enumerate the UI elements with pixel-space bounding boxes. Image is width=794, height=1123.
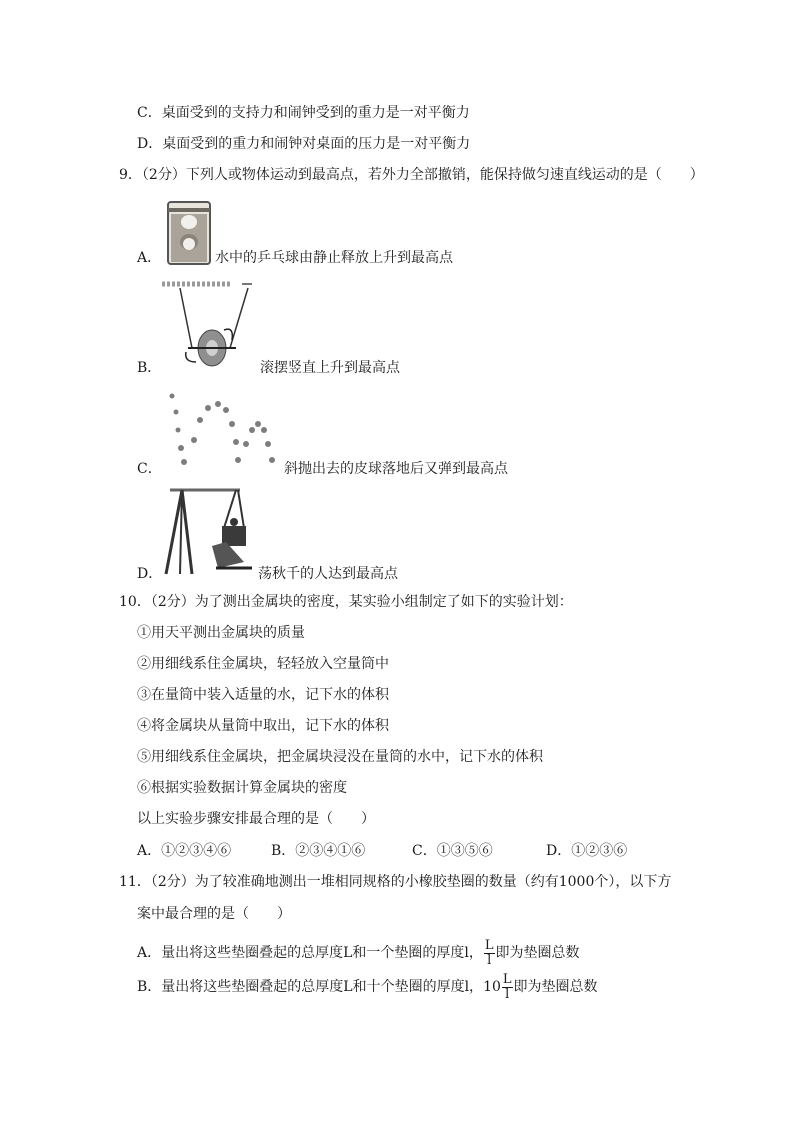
q11-stem-line2: 案中最合理的是（ ） <box>137 906 291 922</box>
q9-option-a-letter: A． <box>137 250 162 266</box>
q10-step-1: ①用天平测出金属块的质量 <box>137 625 305 641</box>
fraction-denominator: l <box>487 952 492 968</box>
q11-option-a <box>137 936 580 970</box>
q10-step-5: ⑤用细线系住金属块，把金属块浸没在量筒的水中，记下水的体积 <box>137 749 543 765</box>
q10-option-d: D．①②③⑥ <box>546 843 628 859</box>
q11-option-b-suffix: 即为垫圈总数 <box>513 979 598 995</box>
q9-option-d-letter: D． <box>137 566 163 582</box>
q10-step-4: ④将金属块从量筒中取出，记下水的体积 <box>137 718 389 734</box>
q10-step-6: ⑥根据实验数据计算金属块的密度 <box>137 780 347 796</box>
maxwell-wheel-image <box>160 278 255 373</box>
q9-option-b-text: 滚摆竖直上升到最高点 <box>260 360 400 376</box>
q11-option-b-prefix: B．量出将这些垫圈叠起的总厚度L和十个垫圈的厚度l， <box>137 979 484 995</box>
fraction-denominator: l <box>505 986 510 1002</box>
fraction-numerator: L <box>484 937 494 953</box>
q10-stem: 10．（2分）为了测出金属块的密度，某实验小组制定了如下的实验计划： <box>119 594 573 610</box>
q9-option-c-letter: C． <box>137 461 162 477</box>
q8-option-c: C．桌面受到的支持力和闹钟受到的重力是一对平衡力 <box>137 105 470 121</box>
q9-option-d-text: 荡秋千的人达到最高点 <box>258 566 398 582</box>
q11-option-a-fraction <box>484 939 495 968</box>
beaker-image <box>165 200 213 266</box>
q9-option-c-text: 斜抛出去的皮球落地后又弹到最高点 <box>284 461 508 477</box>
swing-image <box>160 484 258 580</box>
q8-option-d: D．桌面受到的重力和闹钟对桌面的压力是一对平衡力 <box>137 136 471 152</box>
q11-option-b <box>137 970 598 1004</box>
q11-option-a-suffix: 即为垫圈总数 <box>495 945 580 961</box>
q10-question: 以上实验步骤安排最合理的是（ ） <box>137 811 375 827</box>
q10-step-2: ②用细线系住金属块，轻轻放入空量筒中 <box>137 656 389 672</box>
q10-option-c: C．①③⑤⑥ <box>412 843 493 859</box>
q10-step-3: ③在量筒中装入适量的水，记下水的体积 <box>137 687 389 703</box>
q10-option-a: A．①②③④⑥ <box>137 843 232 859</box>
q11-option-a-prefix: A．量出将这些垫圈叠起的总厚度L和一个垫圈的厚度l， <box>137 945 483 961</box>
q11-stem-line1: 11．（2分）为了较准确地测出一堆相同规格的小橡胶垫圈的数量（约有1000个），以下方 <box>119 874 672 890</box>
q10-option-b: B．②③④①⑥ <box>271 843 366 859</box>
q11-option-b-coef: 10 <box>483 979 501 995</box>
q9-stem: 9．（2分）下列人或物体运动到最高点，若外力全部撤销，能保持做匀速直线运动的是（ ） <box>119 167 704 183</box>
q11-option-b-fraction <box>502 973 513 1002</box>
q9-option-a-text: 水中的乒乓球由静止释放上升到最高点 <box>215 250 453 266</box>
bouncing-ball-image <box>168 390 283 470</box>
q9-option-b-letter: B． <box>137 360 162 376</box>
fraction-numerator: L <box>502 971 512 987</box>
